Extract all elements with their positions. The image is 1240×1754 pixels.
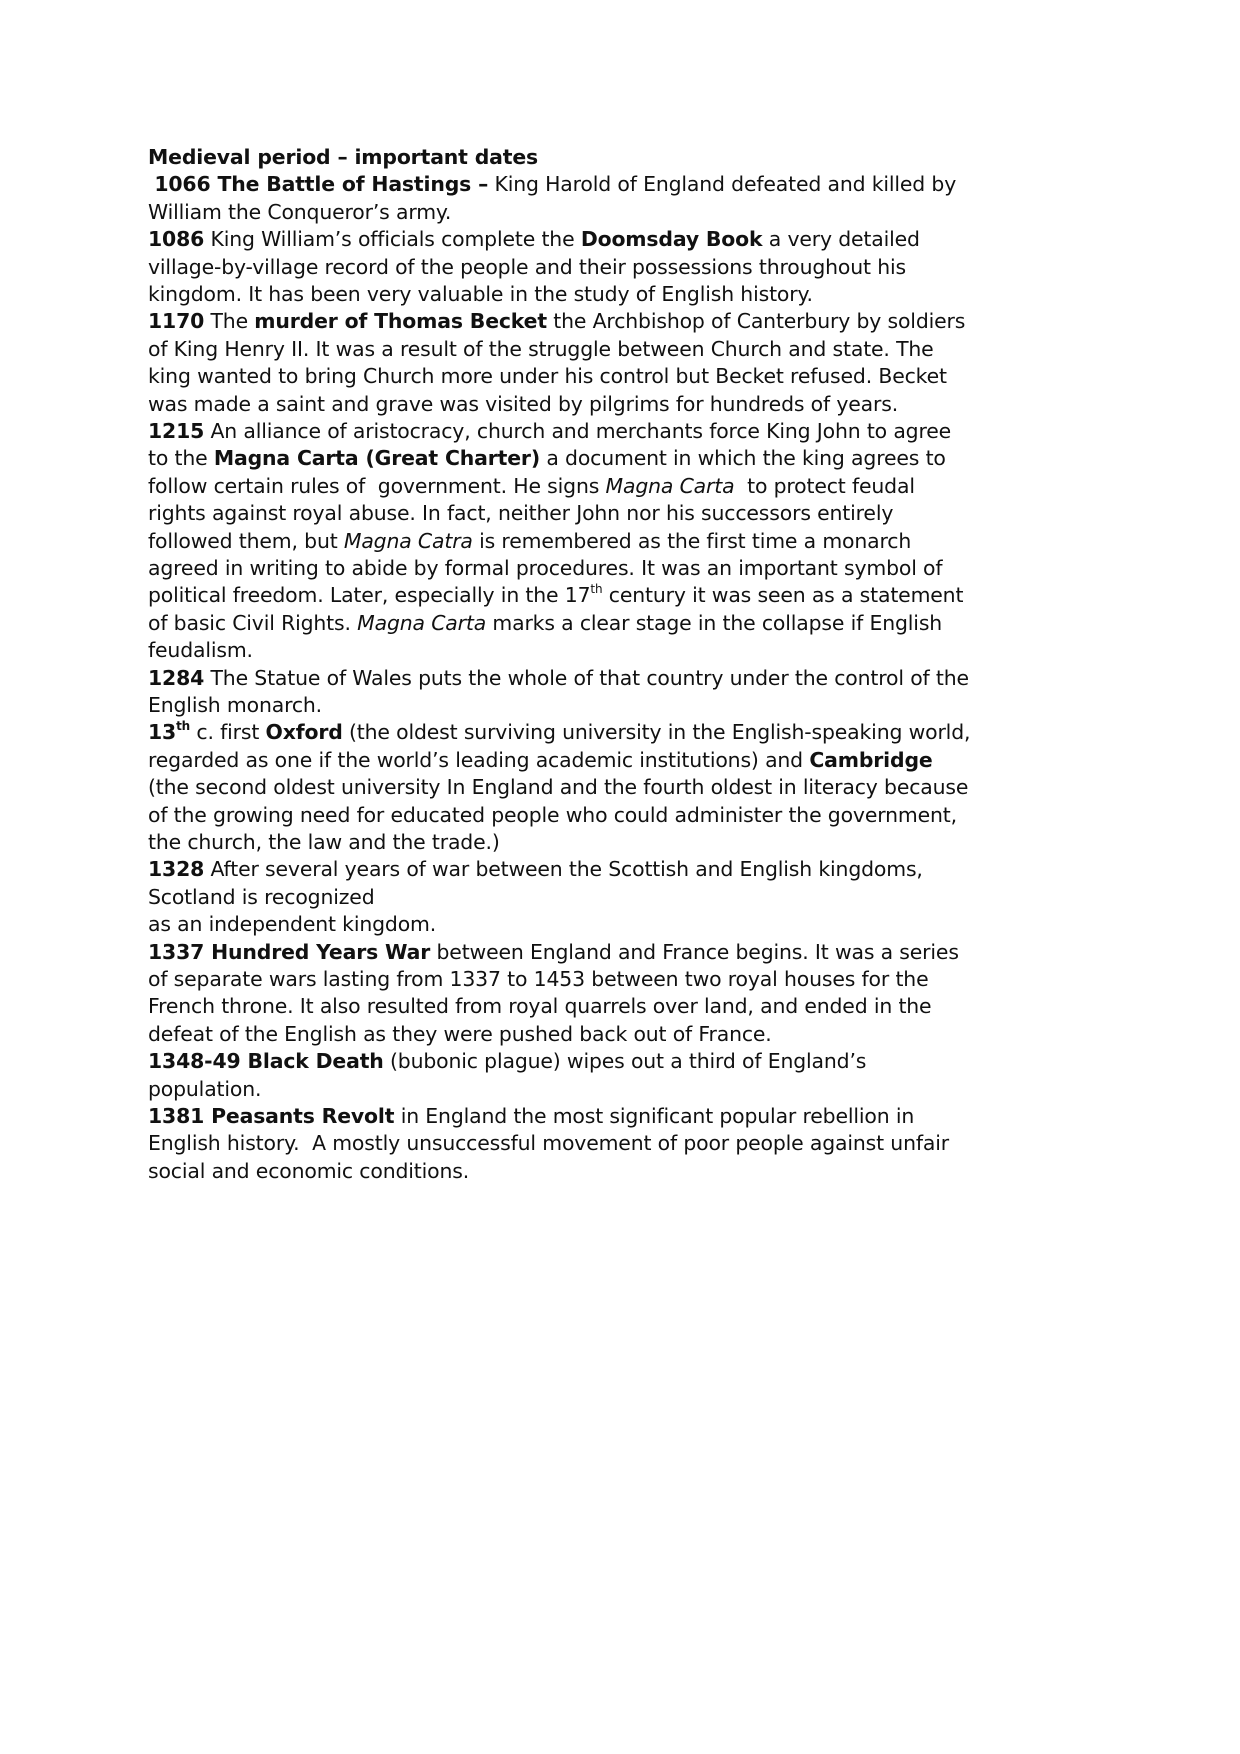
entry-text: (the oldest surviving university in the English-speaking world, <box>342 720 971 745</box>
entry-text: as an independent kingdom. <box>148 912 437 937</box>
entry-text: century it was seen as a statement <box>602 583 964 608</box>
entry-text: After several years of war between the Scottish and English kingdoms, <box>204 857 923 882</box>
entry-1086 <box>148 226 920 253</box>
entry-text: marks a clear stage in the collapse if English <box>486 610 943 635</box>
entry-text: The Statue of Wales puts the whole of that country under the control of the <box>204 665 969 690</box>
entry-1066 <box>148 171 956 198</box>
entry-1170 <box>148 308 965 335</box>
entry-text: to the <box>148 446 214 471</box>
entry-text: William the Conqueror’s army. <box>148 199 452 224</box>
entry-heading: Doomsday Book <box>580 227 763 252</box>
entry-text: to protect feudal <box>734 473 915 498</box>
entry-heading: Peasants Revolt <box>204 1104 395 1128</box>
entry-date: 1215 <box>148 419 205 443</box>
entry-text: king wanted to bring Church more under his control but Becket refused. Becket <box>148 364 947 389</box>
superscript: th <box>176 718 191 733</box>
entry-1328 <box>148 856 923 883</box>
entry-1348-49 <box>148 1048 866 1075</box>
entry-13th-century <box>148 719 970 746</box>
entry-date: 1066 <box>154 172 211 197</box>
entry-text: (bubonic plague) wipes out a third of England’s <box>383 1049 867 1074</box>
entry-text: was made a saint and grave was visited by pilgrims for hundreds of years. <box>148 391 899 416</box>
entry-text: political freedom. Later, especially in the 17 <box>148 583 591 608</box>
entry-heading: Hundred Years War <box>204 939 431 964</box>
entry-text: of the growing need for educated people who could administer the government, <box>148 802 957 827</box>
entry-heading: Cambridge <box>809 747 933 772</box>
entry-date: 1381 <box>148 1104 205 1128</box>
entry-1381 <box>148 1103 914 1130</box>
entry-text-line <box>148 528 911 555</box>
entry-text: English monarch. <box>148 693 323 717</box>
entry-text: a document in which the king agrees to <box>540 446 946 471</box>
page-title: Medieval period – important dates <box>148 145 539 169</box>
entry-text: (the second oldest university In England and the fourth oldest in literacy because <box>148 775 969 800</box>
entry-text: of King Henry II. It was a result of the struggle between Church and state. The <box>148 336 934 361</box>
entry-text-line <box>148 582 963 609</box>
entry-1215 <box>148 418 951 445</box>
entry-text: followed them, but <box>148 528 344 553</box>
entry-heading: Magna Carta (Great Charter) <box>213 446 541 471</box>
entry-text: between England and France begins. It was a series <box>430 939 959 964</box>
superscript: th <box>590 581 603 596</box>
entry-heading: Black Death <box>240 1049 384 1074</box>
entry-text: The <box>204 309 255 334</box>
entry-text: English history. A mostly unsuccessful movement of poor people against unfair <box>148 1131 949 1156</box>
entry-text: Scotland is recognized <box>148 884 375 909</box>
entry-text-line <box>148 747 933 774</box>
entry-text: King Harold of England defeated and killed by <box>488 172 957 197</box>
entry-date: 1086 <box>148 227 205 252</box>
entry-date: 1348-49 <box>148 1049 241 1074</box>
entry-text: follow certain rules of government. He signs <box>148 473 606 498</box>
entry-date: 1337 <box>148 939 205 964</box>
entry-text: of separate wars lasting from 1337 to 1453 between two royal houses for the <box>148 967 929 991</box>
entry-text: King William’s officials complete the <box>204 227 581 252</box>
entry-text: the church, the law and the trade.) <box>148 830 500 854</box>
entry-date: 1328 <box>148 857 205 882</box>
entry-text: of basic Civil Rights. <box>148 610 358 635</box>
entry-text: a very detailed <box>762 227 920 252</box>
entry-text: regarded as one if the world’s leading academic institutions) and <box>148 747 810 772</box>
entry-text: defeat of the English as they were pushed back out of France. <box>148 1021 772 1046</box>
entry-date: 1170 <box>148 309 205 334</box>
entry-text: feudalism. <box>148 638 253 663</box>
entry-text: c. first <box>190 720 266 745</box>
entry-text: agreed in writing to abide by formal procedures. It was an important symbol of <box>148 556 943 580</box>
entry-text-line <box>148 610 942 637</box>
entry-text: population. <box>148 1076 262 1101</box>
entry-text-line <box>148 473 915 500</box>
entry-text: rights against royal abuse. In fact, neither John nor his successors entirely <box>148 501 894 526</box>
entry-text: kingdom. It has been very valuable in the study of English history. <box>148 282 813 306</box>
entry-text: French throne. It also resulted from royal quarrels over land, and ended in the <box>148 994 932 1019</box>
italic-term: Magna Carta <box>357 610 487 635</box>
entry-1337 <box>148 939 959 966</box>
entry-text-line <box>148 445 946 472</box>
entry-date: 1284 <box>148 665 205 690</box>
italic-term: Magna Catra <box>343 528 473 553</box>
entry-text: is remembered as the first time a monarch <box>472 528 912 553</box>
entry-date: 13 <box>148 720 177 745</box>
entry-heading: The Battle of Hastings – <box>217 172 489 197</box>
italic-term: Magna Carta <box>605 473 735 498</box>
entry-text: in England the most significant popular rebellion in <box>394 1104 915 1128</box>
entry-text: the Archbishop of Canterbury by soldiers <box>546 309 966 334</box>
entry-1284 <box>148 665 969 692</box>
entry-heading: murder of Thomas Becket <box>254 309 547 334</box>
entry-text: social and economic conditions. <box>148 1158 470 1183</box>
entry-text: An alliance of aristocracy, church and merchants force King John to agree <box>204 419 952 443</box>
entry-heading: Oxford <box>265 720 343 745</box>
entry-text: village-by-village record of the people and their possessions throughout his <box>148 254 906 279</box>
